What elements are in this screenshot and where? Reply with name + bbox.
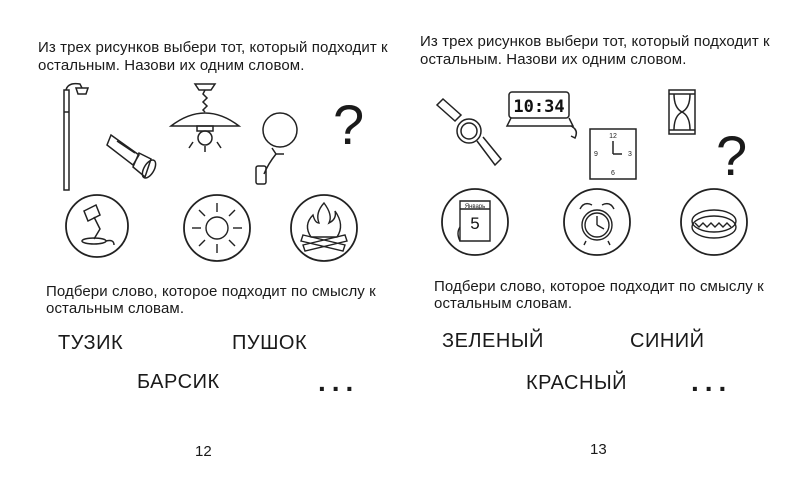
page-right — [400, 0, 800, 487]
question-mark: ? — [333, 93, 365, 156]
svg-text:12: 12 — [609, 133, 617, 140]
task2-line1: Подбери слово, которое подходит по смыслу к — [434, 278, 764, 295]
task2-line2: остальным словам. — [46, 300, 185, 317]
task1-line1: Из трех рисунков выбери тот, который подходит к — [420, 33, 770, 50]
desk-lamp-icon — [64, 193, 130, 259]
calendar-month: Январь — [464, 204, 486, 210]
task2-line2: остальным словам. — [434, 295, 573, 312]
word-tuzik: ТУЗИК — [58, 332, 124, 354]
task1-line1: Из трех рисунков выбери тот, который подходит к — [38, 39, 388, 56]
task2-line1: Подбери слово, которое подходит по смыслу к — [46, 283, 376, 300]
word-krasny: КРАСНЫЙ — [526, 372, 628, 394]
wristwatch-icon — [435, 95, 505, 175]
alarm-clock-icon — [562, 187, 632, 257]
page-number: 12 — [195, 443, 212, 460]
hourglass-icon — [667, 88, 697, 136]
calendar-icon — [440, 187, 510, 257]
word-pushok: ПУШОК — [232, 332, 308, 354]
calendar-day: 5 — [470, 214, 480, 233]
flashlight-icon — [105, 125, 167, 185]
street-lamp-icon — [58, 82, 98, 192]
word-zeleny: ЗЕЛЕНЫЙ — [442, 330, 544, 352]
word-barsik: БАРСИК — [137, 371, 220, 393]
bracelet-icon — [679, 187, 749, 257]
svg-text:9: 9 — [594, 151, 598, 158]
word-siny: СИНИЙ — [630, 330, 705, 352]
campfire-icon — [289, 193, 359, 263]
clock-digits: 10:34 — [513, 97, 565, 117]
digital-clock-icon — [505, 88, 585, 143]
word-ellipsis: ... — [318, 366, 360, 397]
task1-line2: остальным. Назови их одним словом. — [38, 57, 305, 74]
sun-icon — [182, 193, 252, 263]
page-number: 13 — [590, 441, 607, 458]
svg-text:3: 3 — [628, 151, 632, 158]
ceiling-lamp-icon — [165, 82, 245, 152]
word-ellipsis: ... — [691, 366, 733, 397]
task1-line2: остальным. Назови их одним словом. — [420, 51, 687, 68]
question-mark: ? — [716, 124, 748, 187]
wall-lamp-icon — [250, 108, 310, 188]
wall-clock-icon — [588, 127, 638, 182]
svg-text:6: 6 — [611, 170, 615, 177]
